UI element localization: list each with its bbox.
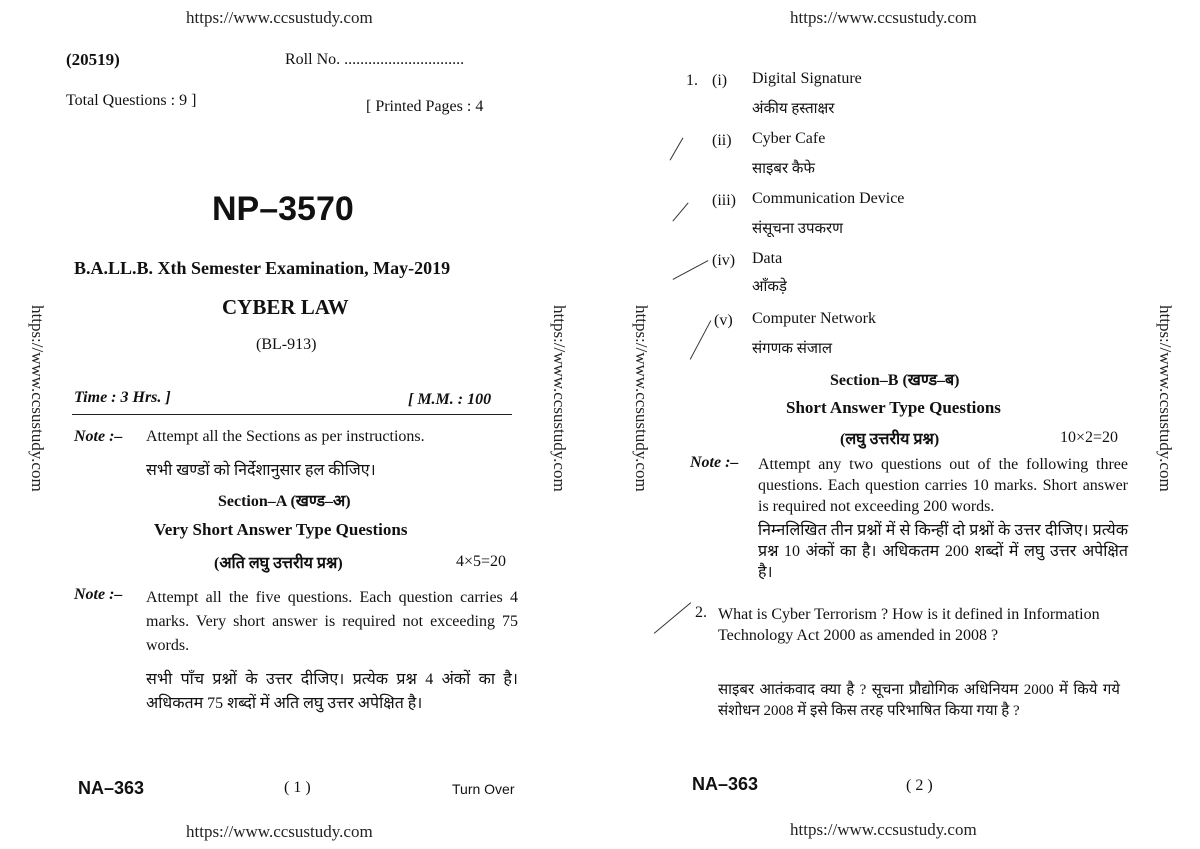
- item-term-hindi: आँकड़े: [752, 279, 787, 295]
- item-term-hindi: अंकीय हस्ताक्षर: [752, 101, 835, 117]
- item-number: (iv): [712, 252, 736, 269]
- item-number: (i): [712, 72, 728, 89]
- roll-number: Roll No. ..............................: [285, 51, 465, 68]
- footer-code-right: NA–363: [692, 774, 759, 794]
- section-a-type-hindi: (अति लघु उत्तरीय प्रश्न): [214, 555, 343, 572]
- question-2-number: 2.: [695, 604, 707, 621]
- time-allowed: Time : 3 Hrs. ]: [74, 389, 171, 406]
- exam-title: B.A.LL.B. Xth Semester Examination, May-2019: [74, 258, 451, 278]
- item-term-hindi: संसूचना उपकरण: [752, 221, 844, 237]
- note-text: Attempt all the Sections as per instructions.: [146, 428, 425, 445]
- header-rule: [72, 414, 512, 415]
- section-a-heading: Section–A (खण्ड–अ): [218, 493, 351, 510]
- note-label: Note :–: [690, 454, 739, 471]
- top-url-left[interactable]: https://www.ccsustudy.com: [186, 8, 373, 27]
- question-1-number: 1.: [686, 72, 698, 89]
- note2-text-hindi: सभी पाँच प्रश्नों के उत्तर दीजिए। प्रत्येक प्रश्न 4 अंकों का है। अधिकतम 75 शब्दों में अति लघु उत्तर अपेक्षित है।: [146, 671, 518, 712]
- item-term: Data: [752, 250, 783, 267]
- side-url-3[interactable]: https://www.ccsustudy.com: [632, 305, 651, 492]
- note-text-hindi: निम्नलिखित तीन प्रश्नों में से किन्हीं दो प्रश्नों के उत्तर दीजिए। प्रत्येक प्रश्न 10 अंकों का है। अधिकतम 200 शब्दों में लघु उत्तर अपेक्षित है।: [758, 522, 1128, 581]
- turn-over-label: Turn Over: [452, 781, 515, 797]
- side-url-2[interactable]: https://www.ccsustudy.com: [550, 305, 569, 492]
- note2-label: Note :–: [74, 586, 123, 603]
- total-questions: Total Questions : 9 ]: [66, 92, 197, 109]
- bottom-url-right[interactable]: https://www.ccsustudy.com: [790, 820, 977, 839]
- question-2-text: What is Cyber Terrorism ? How is it defined in Information Technology Act 2000 as amended in 2008 ?: [718, 606, 1100, 644]
- item-number: (iii): [712, 192, 736, 209]
- check-mark-icon: [670, 137, 684, 160]
- item-number: (v): [714, 312, 733, 329]
- subject-code: (BL-913): [256, 336, 317, 353]
- note-text: Attempt any two questions out of the following three questions. Each question carries 10 marks. Short answer is required not exceeding 200 words.: [758, 456, 1128, 515]
- page-number-1: ( 1 ): [284, 779, 311, 796]
- check-mark-icon: [654, 602, 691, 634]
- side-url-1[interactable]: https://www.ccsustudy.com: [28, 305, 47, 492]
- item-term-hindi: साइबर कैफे: [752, 161, 815, 177]
- top-url-right[interactable]: https://www.ccsustudy.com: [790, 8, 977, 27]
- item-term: Digital Signature: [752, 70, 862, 87]
- item-number: (ii): [712, 132, 732, 149]
- section-b-type-hindi: (लघु उत्तरीय प्रश्न): [840, 431, 940, 448]
- exam-code: NP–3570: [212, 190, 354, 228]
- footer-code-left: NA–363: [78, 778, 145, 798]
- note-label: Note :–: [74, 428, 123, 445]
- question-2-text-hindi: साइबर आतंकवाद क्या है ? सूचना प्रौद्योगिक अधिनियम 2000 में किये गये संशोधन 2008 में इसे किस तरह परिभाषित किया गया है ?: [718, 682, 1120, 719]
- item-term-hindi: संगणक संजाल: [752, 341, 833, 357]
- note-text-hindi: सभी खण्डों को निर्देशानुसार हल कीजिए।: [146, 462, 376, 479]
- printed-pages: [ Printed Pages : 4: [366, 98, 484, 115]
- max-marks: [ M.M. : 100: [408, 391, 492, 408]
- section-b-marks: 10×2=20: [1060, 429, 1119, 446]
- paper-code: (20519): [66, 50, 120, 69]
- section-b-heading: Section–B (खण्ड–ब): [830, 372, 960, 389]
- side-url-4[interactable]: https://www.ccsustudy.com: [1156, 305, 1175, 492]
- check-mark-icon: [673, 260, 709, 280]
- section-b-type: Short Answer Type Questions: [786, 398, 1001, 417]
- bottom-url-left[interactable]: https://www.ccsustudy.com: [186, 822, 373, 841]
- check-mark-icon: [690, 320, 712, 359]
- section-a-marks: 4×5=20: [456, 553, 507, 570]
- subject-title: CYBER LAW: [222, 295, 349, 319]
- page-number-2: ( 2 ): [906, 777, 933, 794]
- item-term: Cyber Cafe: [752, 130, 826, 147]
- section-a-type: Very Short Answer Type Questions: [154, 520, 408, 539]
- note2-text: Attempt all the five questions. Each question carries 4 marks. Very short answer is required not exceeding 75 words.: [146, 589, 518, 654]
- check-mark-icon: [672, 202, 688, 221]
- item-term: Communication Device: [752, 190, 905, 207]
- item-term: Computer Network: [752, 310, 876, 327]
